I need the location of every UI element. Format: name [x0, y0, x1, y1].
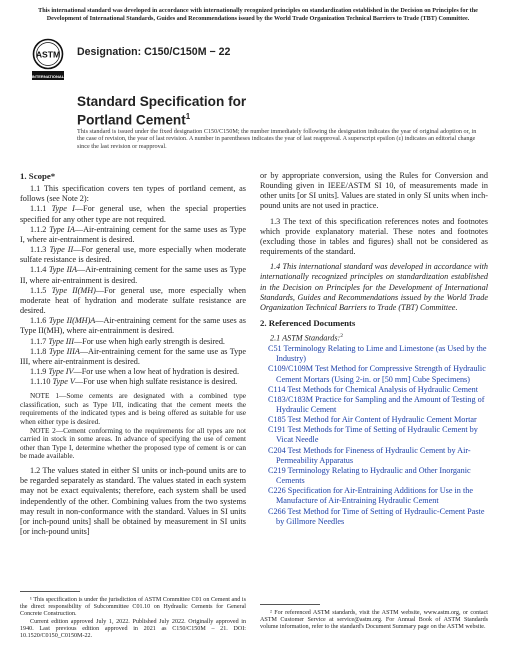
para-1-2: 1.2 The values stated in either SI units or inch-pound units are to be regarded separately as standard. The values stated in each system may not be exact equivalents; therefore, each system shall be used independently of the other. Combining values from the two systems may result in non-conformance with the standard. Values in SI units [or inch-pound units] shall be obtained by measurement in SI units [or inch-pound units] [20, 466, 246, 536]
left-column [20, 171, 246, 537]
reference-link[interactable]: C204 [268, 445, 286, 455]
footnote-rule-right [260, 604, 320, 605]
reference-link[interactable]: C266 [268, 506, 286, 516]
reference-item: C266 Test Method for Time of Setting of Hydraulic-Cement Paste by Gillmore Needles [268, 506, 485, 526]
cement-type-list [20, 204, 246, 387]
cement-type-item: 1.1.2 Type IA—Air-entraining cement for the same uses as Type I, where air-entrainment is desired. [20, 224, 246, 244]
reference-link[interactable]: C191 [268, 425, 286, 435]
reference-link[interactable]: C183/C183M [268, 394, 314, 404]
cement-type-item: 1.1.6 Type II(MH)A—Air-entraining cement for the same uses as Type II(MH), where air-entrainment is desired. [20, 316, 246, 336]
astm-logo [30, 38, 66, 88]
note-1: NOTE 1—Some cements are designated with a combined type classification, such as Type I/II, indicating that the cement meets the requirements of the indicated types and is being offered as suitable for use when either type is desired. [20, 391, 246, 427]
logo-subtext: INTERNATIONAL [31, 74, 65, 79]
cement-type-item: 1.1.4 Type IIA—Air-entraining cement for the same uses as Type II, where air-entrainment is desired. [20, 265, 246, 285]
title-line-2: Portland Cement$^1$ [77, 112, 191, 128]
footnote-2: ² For referenced ASTM standards, visit the ASTM website, www.astm.org, or contact ASTM Customer Service at service@astm.org. For Annual Book of ASTM Standards volume information, refer to the standard's Document Summary page on the ASTM website. [260, 610, 488, 631]
cement-type-item: 1.1.8 Type IIIA—Air-entraining cement for the same use as Type III, where air-entrainment is desired. [20, 346, 246, 366]
reference-item: C226 Specification for Air-Entraining Additions for Use in the Manufacture of Air-Entraining Hydraulic Cement [268, 486, 473, 506]
reference-link[interactable]: C114 [268, 384, 286, 394]
right-column [260, 171, 488, 527]
section-2-heading: 2. Referenced Documents [260, 318, 356, 329]
reference-link[interactable]: C109/C109M [268, 364, 314, 374]
designation: Designation: C150/C150M − 22 [77, 46, 231, 58]
cement-type-item: 1.1.3 Type II—For general use, more especially when moderate sulfate resistance is desired. [20, 245, 246, 265]
para-1-1: 1.1 This specification covers ten types of portland cement, as follows (see Note 2): [20, 184, 246, 204]
section-1-heading: 1. Scope* [20, 171, 56, 181]
cement-type-item: 1.1.9 Type IV—For use when a low heat of hydration is desired. [30, 366, 240, 376]
reference-link[interactable]: C51 [268, 344, 282, 354]
reference-item: C219 Terminology Relating to Hydraulic and Other Inorganic Cements [268, 465, 471, 486]
para-1-4: 1.4 This international standard was developed in accordance with internationally recognized principles on standardization established in the Decision on Principles for the Development of International Standards, Guides and Recommendations issued by the World Trade Organization Technical Barriers to Trade (TBT) Committee. [260, 262, 488, 312]
note-2: NOTE 2—Cement conforming to the requirements for all types are not carried in stock in some areas. In advance of specifying the use of cement other than Type I, determine whether the proposed type of cement is or can be made available. [20, 425, 246, 461]
cement-type-item: 1.1.1 Type I—For general use, when the special properties specified for any other type are not required. [20, 204, 246, 224]
reference-item: C183/C183M Practice for Sampling and the Amount of Testing of Hydraulic Cement [268, 394, 485, 415]
para-1-3: 1.3 The text of this specification references notes and footnotes which provide explanatory material. These notes and footnotes (excluding those in tables and figures) shall not be considered as requirements of the standard. [260, 216, 488, 257]
reference-item: C51 Terminology Relating to Lime and Limestone (as Used by the Industry) [268, 344, 487, 364]
cement-type-item: 1.1.10 Type V—For use when high sulfate resistance is desired. [30, 377, 238, 387]
para-1-2-cont: or by appropriate conversion, using the Rules for Conversion and Rounding given in IEEE/ASTM SI 10, of measurements made in other units [or SI units]. Values are stated in only SI units when inch-pound units are not used in practice. [260, 171, 488, 211]
document-title [77, 94, 246, 128]
cement-type-item: 1.1.5 Type II(MH)—For general use, more especially when moderate heat of hydration and moderate sulfate resistance are desired. [20, 285, 247, 316]
reference-item: C114 Test Methods for Chemical Analysis of Hydraulic Cement [268, 384, 479, 394]
standard-intro: This standard is issued under the fixed designation C150/C150M; the number immediately following the designation indicates the year of original adoption or, in the case of revision, the year of last revision. A number in parentheses indicates the year of last reapproval. A superscript epsilon (ε) indicates an editorial change since the last revision or reapproval. [77, 128, 477, 150]
reference-link[interactable]: C219 [268, 465, 286, 475]
title-line-1: Standard Specification for [77, 94, 247, 109]
footnote-1: ¹ This specification is under the jurisdiction of ASTM Committee C01 on Cement and is the direct responsibility of Subcommittee C01.10 on Hydraulic Cements for General Concrete Construction. Current edition approved July 1, 2022. Published July 2022. Originally approved in 1940. Last previous edition approved in 2021 as C150/C150M – 21. DOI: 10.1520/C0150_C0150M-22. [20, 597, 246, 640]
cement-type-item: 1.1.7 Type III—For use when high early strength is desired. [30, 336, 225, 346]
reference-item: C191 Test Methods for Time of Setting of Hydraulic Cement by Vicat Needle [268, 425, 478, 445]
reference-item: C185 Test Method for Air Content of Hydraulic Cement Mortar [268, 415, 477, 425]
para-2-1: 2.1 ASTM Standards:$^2$ [270, 333, 344, 343]
header-notice: This international standard was developed in accordance with internationally recognized principles on standardization established in the Decision on Principles for the Development of International Standards, Guides and Recommendations issued by the World Trade Organization Technical Barriers to Trade (TBT) Committee. [38, 7, 478, 22]
reference-item: C109/C109M Test Method for Compressive Strength of Hydraulic Cement Mortars (Using 2-in. or [50 mm] Cube Specimens) [268, 364, 486, 384]
referenced-standards-list [260, 344, 488, 527]
reference-link[interactable]: C226 [268, 486, 286, 496]
reference-link[interactable]: C185 [268, 415, 286, 425]
footnote-rule-left [20, 591, 80, 592]
reference-item: C204 Test Methods for Fineness of Hydraulic Cement by Air-Permeability Apparatus [268, 445, 471, 465]
logo-text: ASTM [35, 49, 61, 60]
